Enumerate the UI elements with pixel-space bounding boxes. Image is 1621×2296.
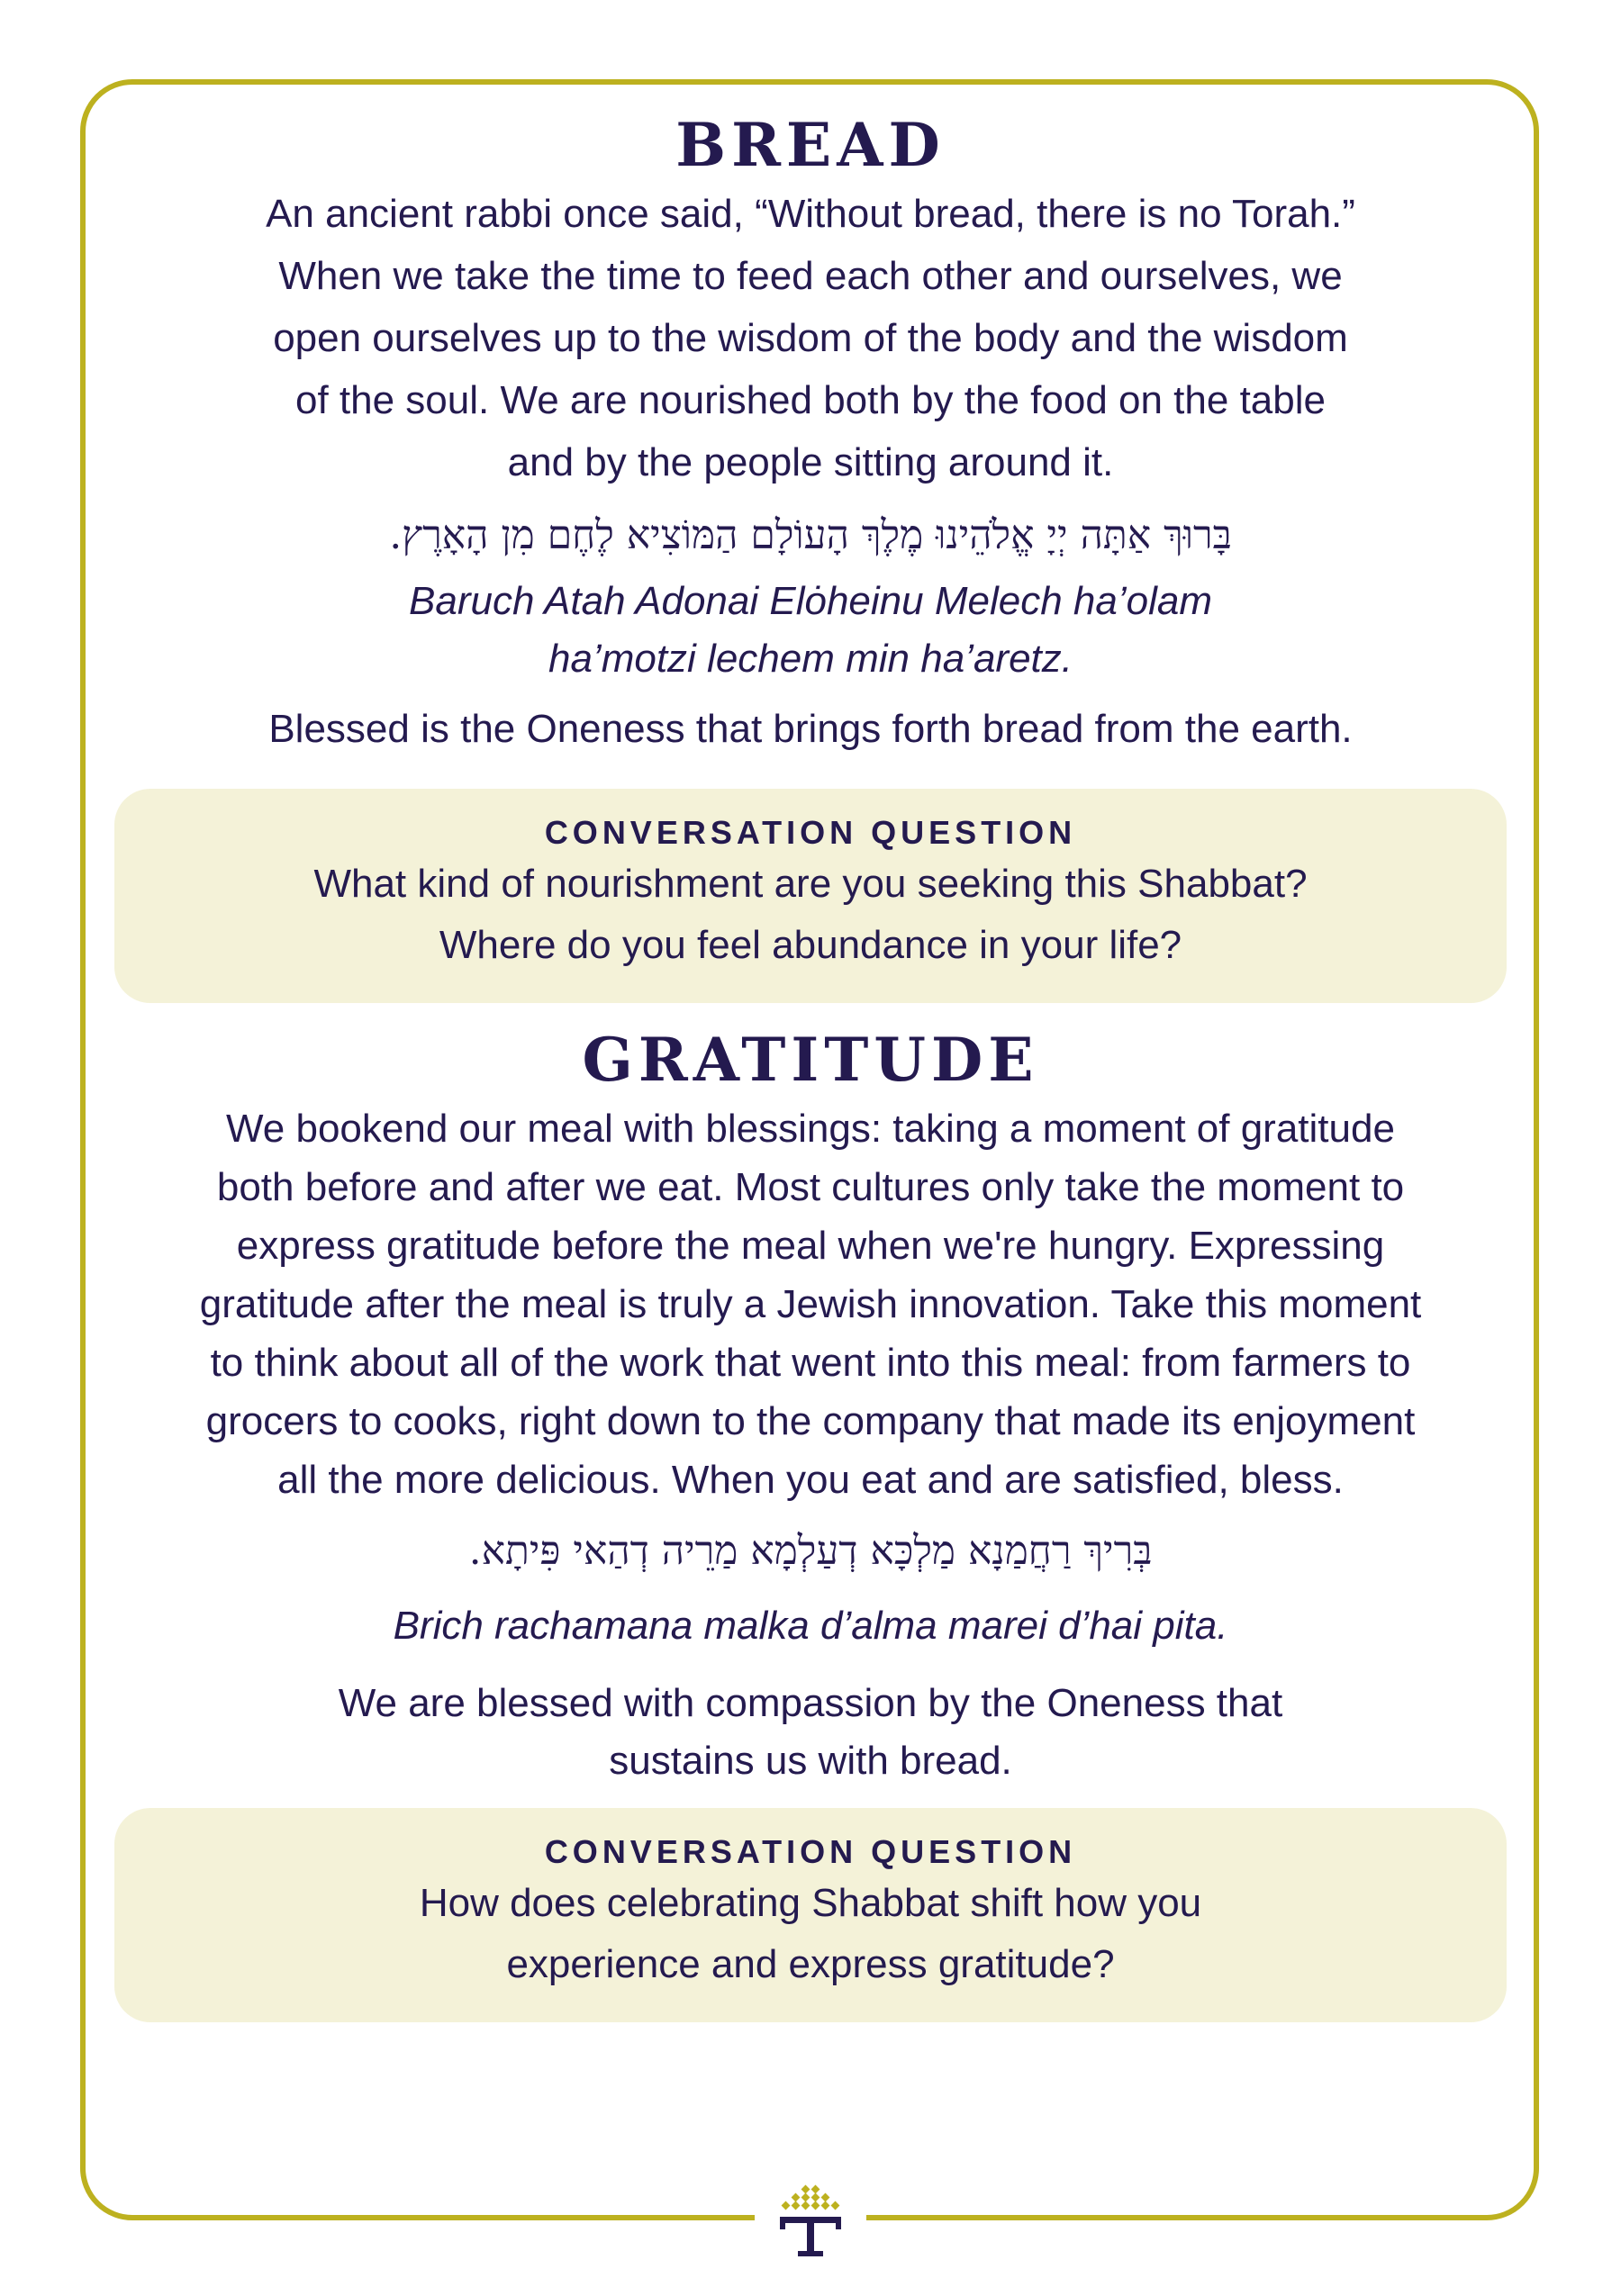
gratitude-section bbox=[117, 1025, 1504, 1790]
bread-heading: BREAD bbox=[675, 110, 946, 180]
letter-t-icon bbox=[780, 2217, 841, 2256]
gratitude-transliteration: Brich rachamana malka d’alma marei d’hai pita. bbox=[393, 1604, 1228, 1649]
gratitude-body bbox=[81, 1099, 1540, 1509]
card-content bbox=[117, 99, 1504, 2022]
gratitude-hebrew-blessing: בְּרִיךְ רַחֲמַנָא מַלְכָּא דְעַלְמָא מַרֵיה דְהַאי פִּיתָא. bbox=[468, 1528, 1153, 1575]
gratitude-heading: GRATITUDE bbox=[582, 1025, 1039, 1096]
gratitude-body-line: all the more delicious. When you eat and are satisfied, bless. bbox=[277, 1458, 1344, 1503]
gratitude-body-line: grocers to cooks, right down to the company that made its enjoyment bbox=[205, 1399, 1416, 1444]
logo-icon bbox=[767, 2184, 854, 2260]
gratitude-body-line: express gratitude before the meal when we're hungry. Expressing bbox=[236, 1224, 1385, 1269]
transliteration-line: Baruch Atah Adonai Elȯheinu Melech ha’olam bbox=[409, 579, 1212, 624]
gratitude-body-line: gratitude after the meal is truly a Jewish innovation. Take this moment bbox=[199, 1282, 1422, 1327]
gratitude-translation bbox=[117, 1675, 1504, 1790]
question-line: Where do you feel abundance in your life? bbox=[439, 923, 1182, 968]
wheat-dots-icon bbox=[782, 2185, 840, 2210]
gratitude-body-line: We bookend our meal with blessings: taking a moment of gratitude bbox=[226, 1107, 1395, 1152]
bread-hebrew-blessing: בָּרוּךְ אַתָּה יְיָ אֱלֹהֵינוּ מֶלֶךְ הָעוֹלָם הַמּוֹצִיא לֶחֶם מִן הָאָרֶץ. bbox=[389, 512, 1232, 559]
bread-body-line: and by the people sitting around it. bbox=[507, 440, 1114, 485]
gratitude-body-line: to think about all of the work that went into this meal: from farmers to bbox=[210, 1341, 1411, 1386]
bread-body-line: of the soul. We are nourished both by the food on the table bbox=[295, 378, 1326, 423]
bread-body-line: When we take the time to feed each other and ourselves, we bbox=[278, 254, 1343, 299]
question-label: CONVERSATION QUESTION bbox=[544, 814, 1077, 852]
question-line: experience and express gratitude? bbox=[506, 1942, 1115, 1987]
bread-transliteration bbox=[117, 573, 1504, 688]
bread-question-box bbox=[114, 789, 1507, 1003]
gratitude-body-line: both before and after we eat. Most cultures only take the moment to bbox=[216, 1165, 1405, 1210]
transliteration-line: ha’motzi lechem min ha’aretz. bbox=[548, 637, 1073, 682]
bread-translation: Blessed is the Oneness that brings forth bread from the earth. bbox=[268, 707, 1353, 752]
question-line: How does celebrating Shabbat shift how you bbox=[419, 1881, 1202, 1926]
translation-line: sustains us with bread. bbox=[609, 1739, 1012, 1784]
question-line: What kind of nourishment are you seeking this Shabbat? bbox=[313, 862, 1308, 907]
gratitude-question-box bbox=[114, 1808, 1507, 2022]
bread-body-line: An ancient rabbi once said, “Without bread, there is no Torah.” bbox=[266, 192, 1355, 237]
bread-section bbox=[117, 110, 1504, 758]
translation-line: We are blessed with compassion by the Oneness that bbox=[338, 1681, 1283, 1726]
bread-body-line: open ourselves up to the wisdom of the body and the wisdom bbox=[273, 316, 1348, 361]
question-label: CONVERSATION QUESTION bbox=[544, 1833, 1077, 1871]
bread-body bbox=[117, 183, 1504, 493]
